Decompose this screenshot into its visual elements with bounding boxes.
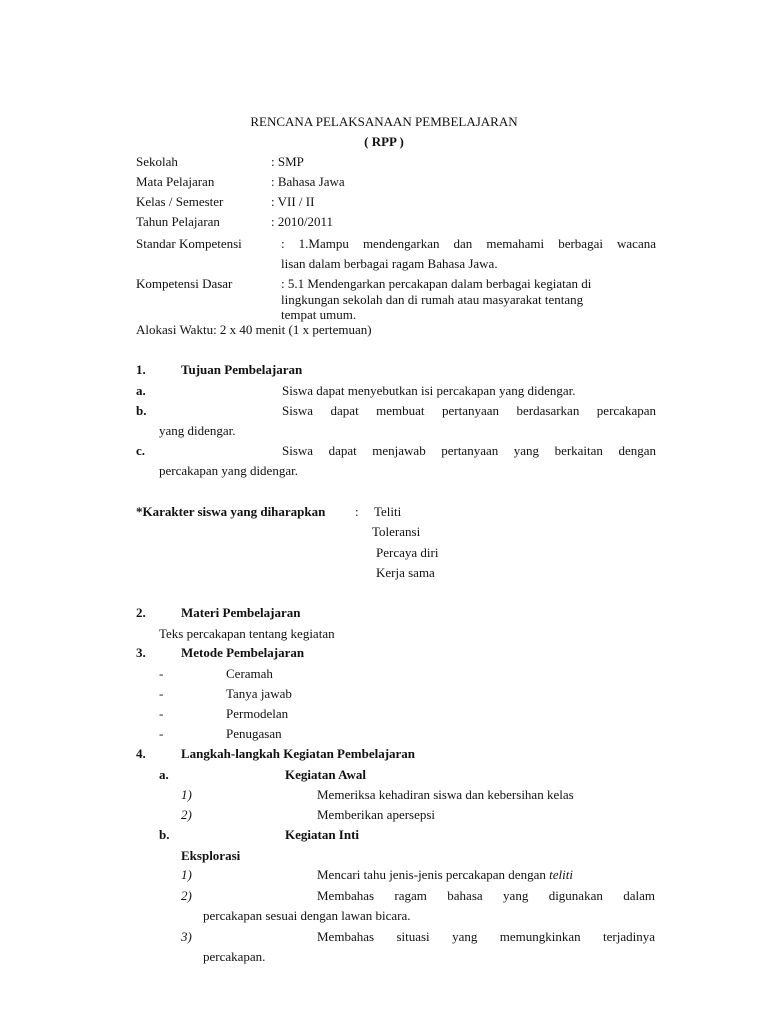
kegiatan-inti-item-line2: percakapan. xyxy=(203,949,266,964)
metode-bullet: - xyxy=(159,686,164,701)
tahun-label: Tahun Pelajaran xyxy=(136,214,220,229)
sk-value-line2: lisan dalam berbagai ragam Bahasa Jawa. xyxy=(281,256,498,271)
tujuan-number: 1. xyxy=(136,362,146,377)
document-subtitle: ( RPP ) xyxy=(364,134,404,149)
document-title: RENCANA PELAKSANAAN PEMBELAJARAN xyxy=(250,114,518,129)
karakter-label: *Karakter siswa yang diharapkan xyxy=(136,504,326,519)
metode-bullet: - xyxy=(159,726,164,741)
tujuan-a-text: Siswa dapat menyebutkan isi percakapan yang didengar. xyxy=(282,383,576,398)
karakter-item: Toleransi xyxy=(372,524,421,539)
metode-item: Penugasan xyxy=(226,726,282,741)
karakter-item: Percaya diri xyxy=(376,545,439,560)
item-text-emphasis: teliti xyxy=(549,867,573,882)
metode-bullet: - xyxy=(159,666,164,681)
karakter-colon: : xyxy=(355,504,359,519)
kegiatan-inti-item-line2: percakapan sesuai dengan lawan bicara. xyxy=(203,908,411,923)
materi-number: 2. xyxy=(136,605,146,620)
kegiatan-inti-item-num: 2) xyxy=(181,888,192,903)
kelas-label: Kelas / Semester xyxy=(136,194,224,209)
kd-value-line3: tempat umum. xyxy=(281,307,357,322)
metode-number: 3. xyxy=(136,645,146,660)
tujuan-b-letter: b. xyxy=(136,403,147,418)
mapel-label: Mata Pelajaran xyxy=(136,174,215,189)
tujuan-a-letter: a. xyxy=(136,383,146,398)
alokasi-waktu: Alokasi Waktu: 2 x 40 menit (1 x pertemuan) xyxy=(136,322,372,337)
kegiatan-inti-item-line1: Membahas ragam bahasa yang digunakan dalam xyxy=(317,888,655,903)
kd-label: Kompetensi Dasar xyxy=(136,276,233,291)
sekolah-value: : SMP xyxy=(271,154,304,169)
kegiatan-inti-item-num: 1) xyxy=(181,867,192,882)
metode-item: Tanya jawab xyxy=(226,686,292,701)
kegiatan-awal-item-text: Memeriksa kehadiran siswa dan kebersihan kelas xyxy=(317,787,574,802)
metode-bullet: - xyxy=(159,706,164,721)
kegiatan-awal-item-text: Memberikan apersepsi xyxy=(317,807,436,822)
kegiatan-awal-item-num: 1) xyxy=(181,787,192,802)
metode-item: Ceramah xyxy=(226,666,273,681)
tahun-value: : 2010/2011 xyxy=(271,214,333,229)
kegiatan-inti-item-line1: Membahas situasi yang memungkinkan terjadinya xyxy=(317,929,655,944)
tujuan-c-line2: percakapan yang didengar. xyxy=(159,463,298,478)
materi-heading: Materi Pembelajaran xyxy=(181,605,301,620)
kegiatan-inti-heading: Kegiatan Inti xyxy=(285,827,360,842)
metode-heading: Metode Pembelajaran xyxy=(181,645,305,660)
materi-text: Teks percakapan tentang kegiatan xyxy=(159,626,335,641)
sk-value-line1: : 1.Mampu mendengarkan dan memahami berbagai wacana xyxy=(281,236,656,251)
item-text-plain: Mencari tahu jenis-jenis percakapan dengan xyxy=(317,867,550,882)
tujuan-c-line1: Siswa dapat menjawab pertanyaan yang berkaitan dengan xyxy=(282,443,656,458)
langkah-heading: Langkah-langkah Kegiatan Pembelajaran xyxy=(181,746,416,761)
karakter-item: Kerja sama xyxy=(376,565,435,580)
tujuan-b-line1: Siswa dapat membuat pertanyaan berdasarkan percakapan xyxy=(282,403,656,418)
metode-item: Permodelan xyxy=(226,706,289,721)
kegiatan-inti-item-text xyxy=(317,867,573,883)
eksplorasi-heading: Eksplorasi xyxy=(181,848,241,863)
langkah-number: 4. xyxy=(136,746,146,761)
kegiatan-inti-letter: b. xyxy=(159,827,170,842)
kegiatan-inti-item-num: 3) xyxy=(181,929,192,944)
sk-label: Standar Kompetensi xyxy=(136,236,242,251)
sekolah-label: Sekolah xyxy=(136,154,178,169)
kelas-value: : VII / II xyxy=(271,194,315,209)
mapel-value: : Bahasa Jawa xyxy=(271,174,345,189)
kegiatan-awal-letter: a. xyxy=(159,767,169,782)
kd-value-line2: lingkungan sekolah dan di rumah atau masyarakat tentang xyxy=(281,292,584,307)
kegiatan-awal-heading: Kegiatan Awal xyxy=(285,767,367,782)
tujuan-heading: Tujuan Pembelajaran xyxy=(181,362,303,377)
tujuan-b-line2: yang didengar. xyxy=(159,423,236,438)
tujuan-c-letter: c. xyxy=(136,443,146,458)
kegiatan-awal-item-num: 2) xyxy=(181,807,192,822)
karakter-item: Teliti xyxy=(374,504,402,519)
kd-value-line1: : 5.1 Mendengarkan percakapan dalam berbagai kegiatan di xyxy=(281,276,592,291)
